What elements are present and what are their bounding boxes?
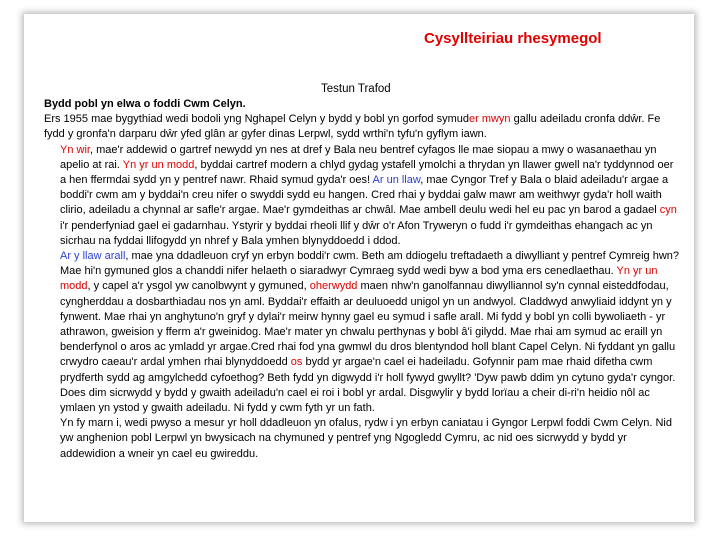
text-run: , mae yna ddadleuon cryf yn erbyn boddi'r cwm. Beth am ddiogelu treftadaeth a diwylliant y pentref Cymreig hwn? Mae hi'n gymuned glos a chanddi nifer helaeth o siaradwyr Cymraeg sydd wedi byw a bod yma ers cenedlaethau. [60, 250, 680, 278]
paragraph-3 [44, 249, 682, 416]
paragraph-4 [44, 416, 682, 462]
text-run: bydd yr argae'n cael ei hadeiladu. Gofynnir pam mae rhaid difetha cwm prydferth sydd ag amgylchedd cyfoethog? Beth fydd yn digwydd i'r holl fywyd gwyllt? 'Dyw pawb ddim yn cytuno gyda'r cyngor. Does dim sicrwydd y bydd y gwaith adeiladu'n cael ei roi i bobl yr ardal. Disgwylir y bydd lorïau a cheir di-ri'n heidio nôl ac ymlaen yn ystod y gwaith adeiladu. Ni fydd y cwm fyth yr un fath. [60, 356, 676, 415]
heading: Bydd pobl yn elwa o foddi Cwm Celyn. [44, 98, 246, 110]
slide-title: Cysyllteiriau rhesymegol [424, 30, 602, 47]
connective-word: er mwyn [468, 113, 511, 126]
connective-word: cyn [659, 204, 677, 217]
paragraph-1 [44, 112, 682, 142]
connective-word: Ar y llaw arall [60, 250, 126, 263]
connective-word: Yn yr un modd [122, 158, 195, 171]
connective-word: os [290, 356, 303, 369]
text-run: i'r penderfyniad gael ei gadarnhau. Ystyrir y byddai rheoli llif y dŵr o'r Afon Tryweryn o fudd i'r gymdeithas ehangach ac yn sicrhau na fyddai llifogydd yn nhref y Bala ymhen blynyddoedd i ddod. [60, 219, 653, 247]
text-run: , mae Cyngor Tref y Bala o blaid adeiladu'r argae a boddi'r cwm am y byddai'n creu nifer o swyddi sydd eu hangen. Cred rhai y byddai galw mawr am weithwyr gyda'r holl waith clirio, adeiladu a chynnal ar safle'r argae. Mae'r gymdeithas ar chwâl. Mae ambell deulu wedi hel eu pac yn barod a gadael [60, 174, 669, 217]
text-run: maen nhw'n ganolfannau diwylliannol sy'n cynnal eisteddfodau, cyngherddau a dosbarthiadau nos yn aml. Byddai'r effaith ar deuluoedd unigol yn un andwyol. Claddwyd anwyliaid iddynt yn y fynwent. Mae rhai yn anghytuno'n gryf y dylai'r meirw hynny gael eu symud i safle arall. Mi fydd y bobl yn colli bywoliaeth - yr athrawon, gweision y fferm a'r gweinidog. Mae'r mater yn chwalu perthynas y bobl â'i gilydd. Mae rhai am symud ac eraill yn benderfynol o aros ac ymladd yr argae.Cred rhai fod yna gwmwl du dros blentyndod holl blant Capel Celyn. Ni fyddant yn gallu crwydro caeau'r ardal ymhen rhai blynyddoedd [60, 280, 676, 369]
connective-word: oherwydd [309, 280, 358, 293]
connective-word: Ar un llaw [372, 174, 421, 187]
text-run: , y capel a'r ysgol yw canolbwynt y gymuned, [87, 280, 310, 293]
connective-word: Yn yr un modd [60, 265, 658, 293]
text-run: Yn fy marn i, wedi pwyso a mesur yr holl ddadleuon yn ofalus, rydw i yn erbyn caniatau i Gyngor Lerpwl foddi Cwm Celyn. Nid yw anghenion pobl Lerpwl yn bwysicach na chymuned y pentref yng Ngogledd Cymru, ac nid oes sicrwydd y bydd yr addewidion a wneir yn cael eu gwireddu. [60, 417, 672, 460]
body-text [44, 97, 682, 462]
slide-subtitle: Testun Trafod [321, 83, 391, 95]
text-run: , mae'r addewid o gartref newydd yn nes at dref y Bala neu bentref cyfagos lle mae siopau a mwy o wasanaethau yn apelio at rai. [60, 143, 657, 171]
paragraph-2 [44, 143, 682, 249]
connective-word: Yn wir [60, 143, 90, 156]
text-run: Ers 1955 mae bygythiad wedi bodoli yng Nghapel Celyn y bydd y bobl yn gorfod symud [44, 113, 469, 126]
text-run: gallu adeiladu cronfa ddŵr. Fe fydd y gronfa'n darparu dŵr yfed glân ar gyfer dinas Lerpwl, sydd wrthi'n tyfu'n gyflym iawn. [44, 113, 661, 141]
text-run: , byddai cartref modern a chlyd gydag ystafell ymolchi a thrydan yn llawer gwell na'r tyddynnod oer a hen ffermdai sydd yn y pentref nawr. Rhaid symud gyda'r oes! [60, 158, 674, 187]
